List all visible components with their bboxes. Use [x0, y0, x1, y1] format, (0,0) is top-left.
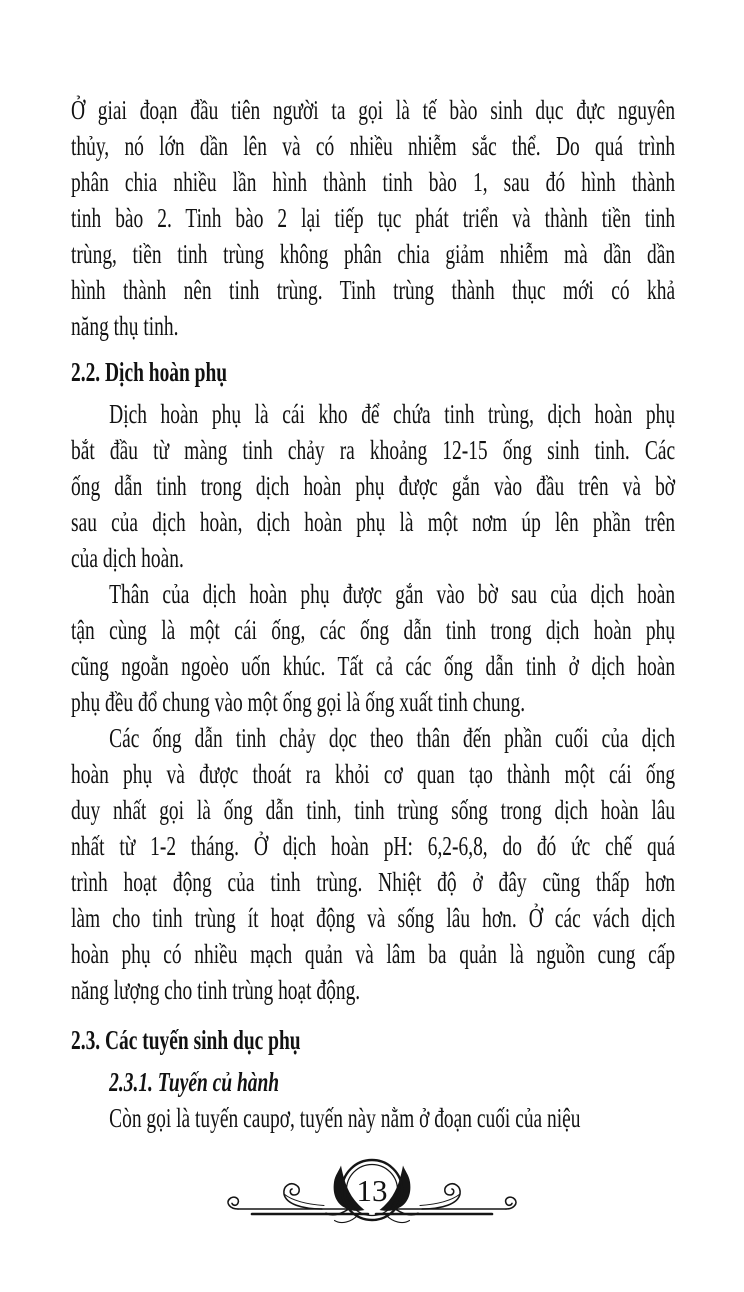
text-line: trùng, tiền tinh trùng không phân chia giảm nhiễm mà dần dần: [71, 239, 676, 269]
text-line: tinh bào 2. Tinh bào 2 lại tiếp tục phát triển và thành tiền tinh: [71, 203, 676, 233]
text-line: phân chia nhiều lần hình thành tinh bào 1, sau đó hình thành: [71, 167, 676, 197]
text-line: thủy, nó lớn dần lên và có nhiều nhiễm sắc thể. Do quá trình: [71, 131, 676, 161]
paragraph-spermatogenesis: [71, 92, 675, 344]
text-line: Dịch hoàn phụ là cái kho để chứa tinh trùng, dịch hoàn phụ: [109, 399, 676, 429]
page-footer: [222, 1148, 522, 1240]
text-line: duy nhất gọi là ống dẫn tinh, tinh trùng sống trong dịch hoàn lâu: [71, 795, 676, 825]
text-line: năng thụ tinh.: [71, 311, 179, 341]
text-line: sau của dịch hoàn, dịch hoàn phụ là một nơm úp lên phần trên: [71, 507, 676, 537]
text-line: hoàn phụ và được thoát ra khỏi cơ quan tạo thành một cái ống: [71, 759, 676, 789]
text-line: phụ đều đổ chung vào một ống gọi là ống xuất tinh chung.: [71, 687, 526, 717]
text-line: tận cùng là một cái ống, các ống dẫn tinh trong dịch hoàn phụ: [71, 615, 676, 645]
text-line: cũng ngoằn ngoèo uốn khúc. Tất cả các ống dẫn tinh ở dịch hoàn: [71, 651, 676, 681]
text-line: Ở giai đoạn đầu tiên người ta gọi là tế bào sinh dục đực nguyên: [71, 95, 676, 125]
section-heading-2-3: 2.3. Các tuyến sinh dục phụ: [71, 1025, 301, 1055]
paragraph-bulbourethral: [71, 1100, 675, 1136]
text-line: Các ống dẫn tinh chảy dọc theo thân đến phần cuối của dịch: [109, 723, 676, 753]
paragraph-vas-deferens: [71, 720, 675, 1008]
text-line: Thân của dịch hoàn phụ được gắn vào bờ sau của dịch hoàn: [109, 579, 676, 609]
text-line: hình thành nên tinh trùng. Tinh trùng thành thục mới có khả: [71, 275, 676, 305]
text-line: ống dẫn tinh trong dịch hoàn phụ được gắn vào đầu trên và bờ: [71, 471, 676, 501]
text-line: nhất từ 1-2 tháng. Ở dịch hoàn pH: 6,2-6,8, do đó ức chế quá: [71, 831, 676, 861]
text-line: của dịch hoàn.: [71, 543, 184, 573]
text-line: hoàn phụ có nhiều mạch quản và lâm ba quản là nguồn cung cấp: [71, 939, 676, 969]
text-line: làm cho tinh trùng ít hoạt động và sống lâu hơn. Ở các vách dịch: [71, 903, 676, 933]
paragraph-epididymis-body: [71, 576, 675, 720]
page-number: 13: [356, 1173, 388, 1208]
text-line: năng lượng cho tinh trùng hoạt động.: [71, 975, 361, 1005]
text-line: bắt đầu từ màng tinh chảy ra khoảng 12-15 ống sinh tinh. Các: [71, 435, 676, 465]
paragraph-epididymis-store: [71, 396, 675, 576]
text-column: [71, 92, 675, 1136]
section-heading-2-2: 2.2. Dịch hoàn phụ: [71, 357, 228, 387]
subsection-heading-2-3-1: 2.3.1. Tuyến củ hành: [109, 1067, 280, 1097]
text-line: Còn gọi là tuyến caupơ, tuyến này nằm ở đoạn cuối của niệu: [109, 1103, 581, 1133]
text-line: trình hoạt động của tinh trùng. Nhiệt độ ở đây cũng thấp hơn: [71, 867, 676, 897]
